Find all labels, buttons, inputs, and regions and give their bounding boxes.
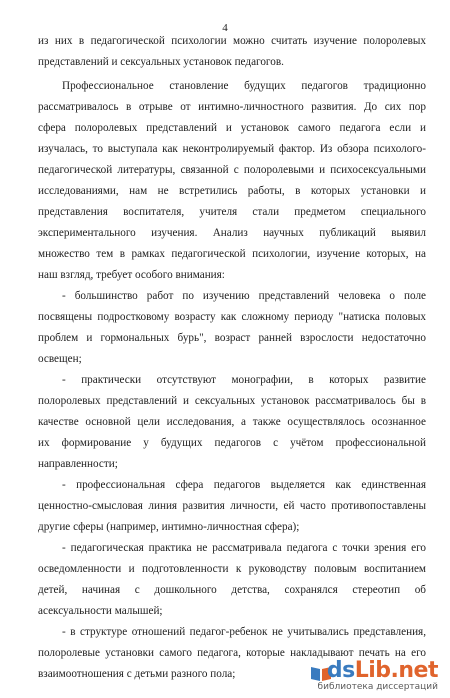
text-line: представлений и сексуальных установок педагогов. bbox=[38, 56, 284, 68]
text-line: сфера полоролевых представлений и установок самого педагога если и bbox=[38, 122, 426, 134]
watermark-tagline: библиотека диссертаций bbox=[317, 682, 438, 692]
text-line: направленности; bbox=[38, 458, 118, 470]
dslib-watermark[interactable] bbox=[288, 658, 438, 692]
text-line: их формирование у будущих педагогов с учётом профессиональной bbox=[38, 437, 426, 449]
text-line: педагогической литературы, связанной с полоролевыми и психосексуальными bbox=[38, 164, 426, 176]
text-line: наш взгляд, требует особого внимания: bbox=[38, 269, 225, 281]
text-line: из них в педагогической психологии можно считать изучение полоролевых bbox=[38, 35, 426, 47]
text-line: проблем и гормональных бурь", возраст ранней взрослости недостаточно bbox=[38, 332, 426, 344]
text-line: - большинство работ по изучению представлений человека о поле bbox=[62, 290, 426, 302]
brand-part-ds: ds bbox=[326, 658, 355, 683]
text-line: - профессиональная сфера педагогов выделяется как единственная bbox=[62, 479, 426, 491]
text-line: детей, начиная с дошкольного детства, сохранялся стереотип об bbox=[38, 584, 426, 596]
text-line: посвящены подростковому возрасту как сложному периоду "натиска половых bbox=[38, 311, 426, 323]
brand-part-lib: Lib.net bbox=[354, 658, 438, 683]
text-line: осведомленности и подготовленности к руководству половым воспитанием bbox=[38, 563, 426, 575]
text-line: асексуальности малышей; bbox=[38, 605, 163, 617]
text-line: экспериментального изучения. Анализ научных публикаций выявил bbox=[38, 227, 426, 239]
text-line: качестве основной цели исследования, а также осуществлялось осознанное bbox=[38, 416, 426, 428]
text-line: Профессиональное становление будущих педагогов традиционно bbox=[62, 80, 426, 92]
text-line: взаимоотношения с детьми разного пола; bbox=[38, 668, 236, 680]
text-line: полоролевых представлений и сексуальных установок рассматривалось бы в bbox=[38, 395, 426, 407]
text-line: - педагогическая практика не рассматривала педагога с точки зрения его bbox=[62, 542, 426, 554]
text-line: полоролевые установки самого педагога, которые накладывают печать на его bbox=[38, 647, 426, 659]
text-line: рассматривалось в отрыве от интимно-личностного развития. До сих пор bbox=[38, 101, 426, 113]
text-line: ценностно-смысловая линия развития личности, ей часто противопоставлены bbox=[38, 500, 426, 512]
text-line: - в структуре отношений педагог-ребенок не учитывались представления, bbox=[62, 626, 426, 638]
text-line: исследованиями, нам не встретились работы, в которых установки и bbox=[38, 185, 426, 197]
text-line: представления воспитателя, учителя стали предметом специального bbox=[38, 206, 426, 218]
text-line: множество тем в рамках педагогической психологии, изучение которых, на bbox=[38, 248, 426, 260]
text-line: освещен; bbox=[38, 353, 82, 365]
text-line: изучалась, то выступала как неконтролируемый фактор. Из обзора психолого- bbox=[38, 143, 426, 155]
text-line: другие сферы (например, интимно-личностная сфера); bbox=[38, 521, 300, 533]
page-number: 4 bbox=[222, 22, 228, 34]
text-line: - практически отсутствуют монографии, в которых развитие bbox=[62, 374, 426, 386]
watermark-brand bbox=[327, 658, 438, 683]
